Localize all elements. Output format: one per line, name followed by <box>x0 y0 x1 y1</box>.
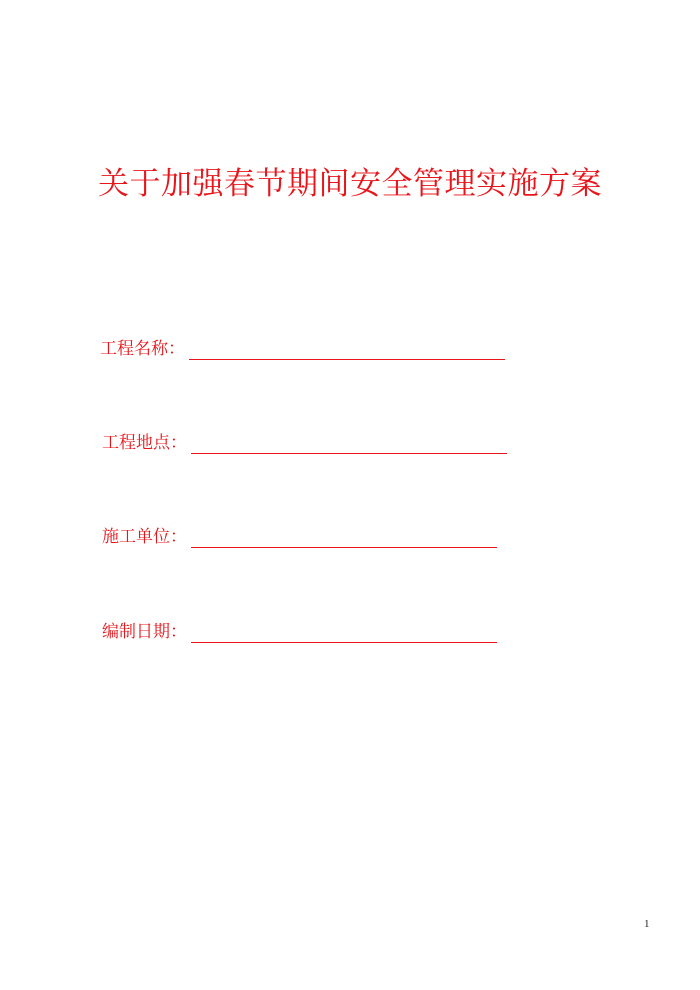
document-title: 关于加强春节期间安全管理实施方案 <box>98 166 602 202</box>
field-project-location <box>102 428 507 454</box>
page-number: 1 <box>644 918 650 930</box>
field-project-name <box>100 334 505 360</box>
field-construction-unit <box>102 522 497 548</box>
construction-unit-blank-line[interactable] <box>191 525 497 548</box>
compile-date-label: 编制日期： <box>102 622 187 642</box>
construction-unit-label: 施工单位： <box>102 527 187 547</box>
project-name-label: 工程名称： <box>100 339 185 359</box>
field-compile-date <box>102 617 497 643</box>
project-location-blank-line[interactable] <box>191 431 507 454</box>
project-location-label: 工程地点： <box>102 433 187 453</box>
compile-date-blank-line[interactable] <box>191 620 497 643</box>
project-name-blank-line[interactable] <box>189 337 505 360</box>
